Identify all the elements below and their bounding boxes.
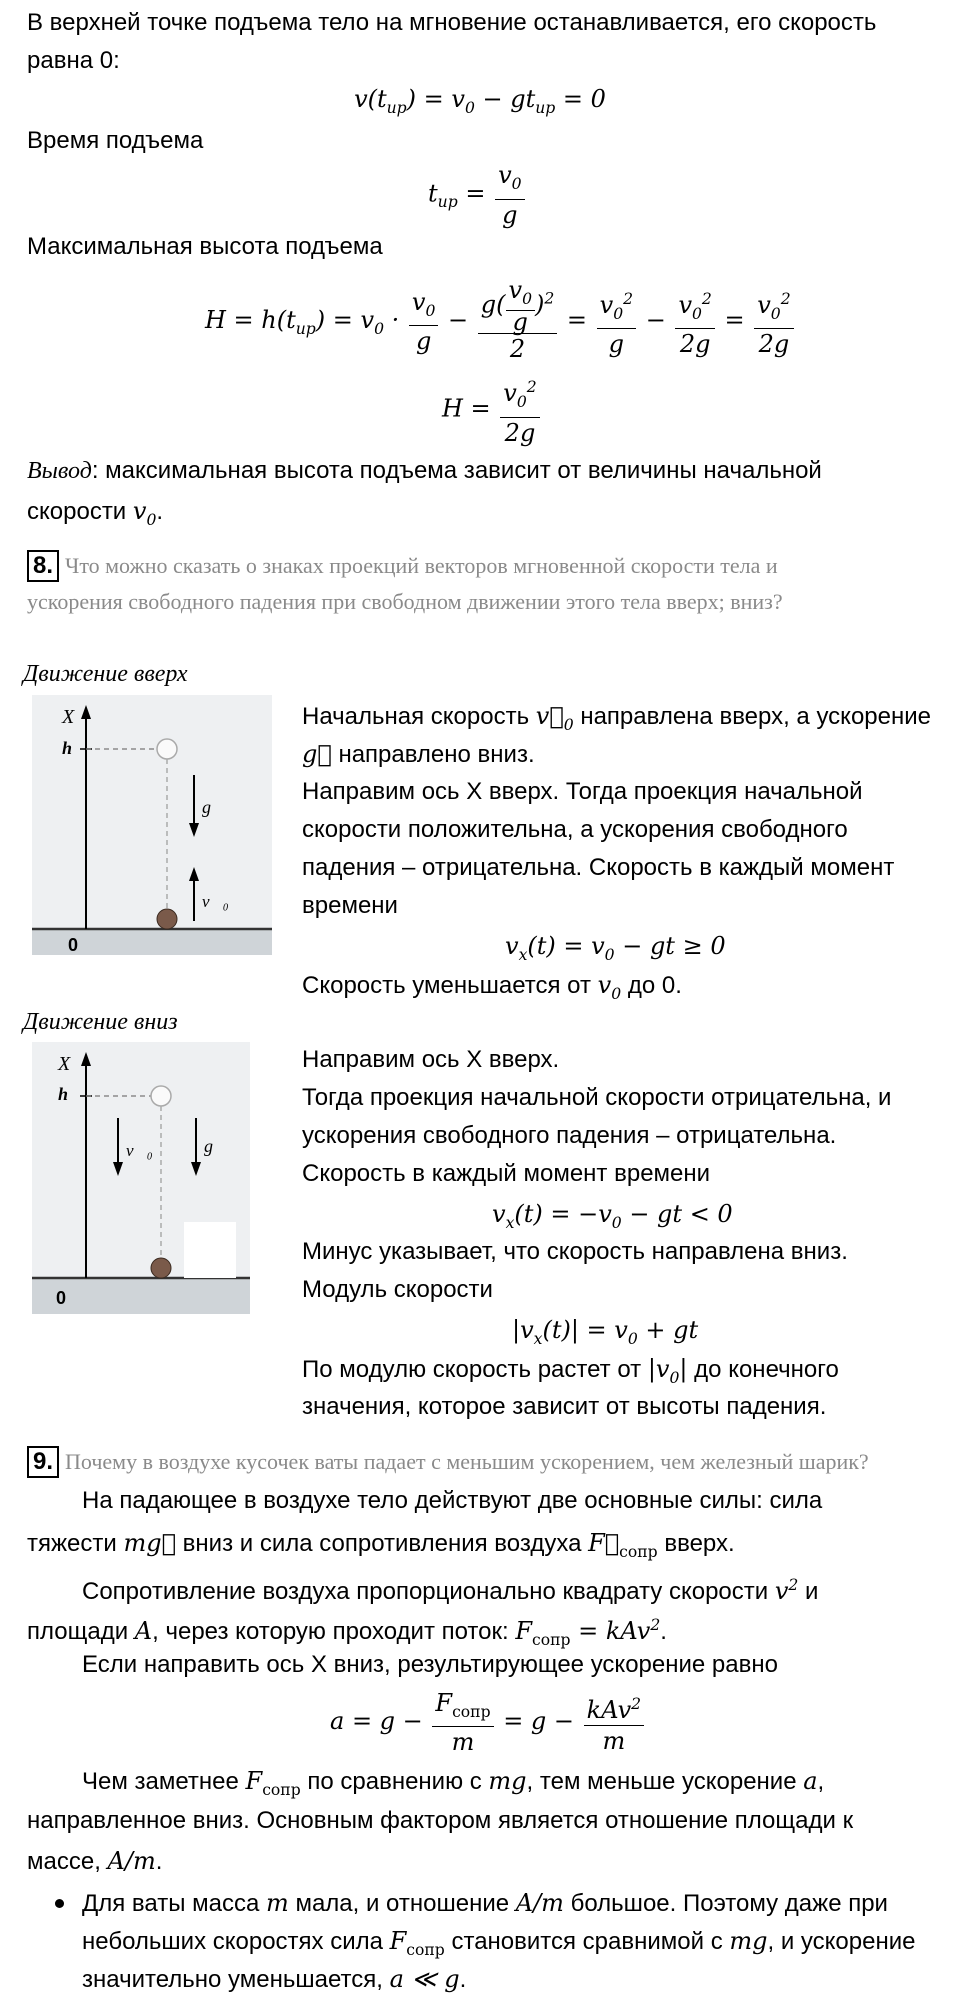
q9-p4-line-1: Чем заметнее $F_{сопр}$ по сравнению с mg, тем меньше ускорение a, <box>82 1767 825 1799</box>
axis-label-x: X <box>58 1053 71 1075</box>
v0-vector-label: v⃗₀ <box>202 892 229 911</box>
conclusion-line-1: Вывод: максимальная высота подъема зависит от величины начальной <box>27 457 822 484</box>
conclusion-line-2: скорости $v_0$. <box>27 497 164 529</box>
white-block <box>184 1222 236 1278</box>
g-vector-label: g⃗ <box>202 797 226 817</box>
max-height-label: Максимальная высота подъема <box>27 233 383 260</box>
v0-vector-label: v⃗₀ <box>126 1141 153 1160</box>
question-9: 9. Почему в воздухе кусочек ваты падает с меньшим ускорением, чем железный шарик? <box>27 1444 957 1480</box>
q9-p3: Если направить ось X вниз, результирующее ускорение равно <box>82 1651 778 1678</box>
diagram-upward-motion <box>32 695 272 955</box>
q9-p2-line-1: Сопротивление воздуха пропорционально квадрату скорости $v^2$ и <box>82 1576 819 1605</box>
equation-velocity-zero: $v(t_{up}) = v_0 - gt_{up} = 0$ <box>354 85 606 117</box>
equation-max-height: $H = h(t_{up}) = v_0$ · $\frac{v_0}{g}$ − g( $\frac{v_0}{g}$ )$^2$ 2 = $\frac{v_0^2}{g}$ − $\frac{v_0^2}{2g}$ = $\frac{v_0^2}{2g}$ <box>205 272 796 377</box>
bullet-line-2: небольших скоростях сила $F_{сопр}$ становится сравнимой с mg, и ускорение <box>82 1927 916 1959</box>
q9-p1-line-2: тяжести mg⃗ вниз и сила сопротивления воздуха $F⃗_{сопр}$ вверх. <box>27 1529 735 1561</box>
bullet-line-1: Для ваты масса m мала, и отношение A/m большое. Поэтому даже при <box>82 1889 888 1917</box>
down-grow-1: По модулю скорость растет от $|v_0|$ до конечного <box>302 1355 839 1387</box>
question-9-number: 9. <box>27 1446 59 1478</box>
up-line-6: времени <box>302 892 398 919</box>
equation-time-rise: $t_{up}$ = $\frac{v_0}{g}$ <box>428 160 527 232</box>
ball <box>157 909 177 929</box>
h-label: h <box>62 738 73 758</box>
down-heading: Движение вниз <box>23 1009 178 1035</box>
zero-label: 0 <box>68 935 79 955</box>
down-line-4: Скорость в каждый момент времени <box>302 1160 711 1187</box>
down-after-1: Минус указывает, что скорость направлена вниз. <box>302 1238 848 1265</box>
equation-acceleration: a = g − $\frac{F_{сопр}}{m}$ = g − $\frac{kAv^2}{m}$ <box>330 1684 646 1758</box>
equation-speed-modulus: $|v_x(t)| = v_0$ + gt <box>512 1316 699 1348</box>
zero-label: 0 <box>56 1288 67 1308</box>
down-grow-2: значения, которое зависит от высоты падения. <box>302 1393 827 1420</box>
equation-vx-up: $v_x(t) = v_0$ − gt ≥ 0 <box>505 932 726 964</box>
intro-line-2: равна 0: <box>27 47 120 74</box>
question-8: 8. Что можно сказать о знаках проекций векторов мгновенной скорости тела и ускорения свободного падения при свободном движении этого тела вверх; вниз? <box>27 552 783 614</box>
conclusion-word: Вывод <box>27 458 92 484</box>
q9-p4-line-2: направленное вниз. Основным фактором является отношение площади к <box>27 1807 854 1834</box>
bullet-dot <box>55 1899 64 1908</box>
diagram-background <box>32 695 272 955</box>
bullet-line-3: значительно уменьшается, a ≪ g. <box>82 1965 467 1993</box>
up-line-5: падения – отрицательна. Скорость в каждый момент <box>302 854 895 881</box>
down-after-2: Модуль скорости <box>302 1276 493 1303</box>
equation-H-result: H = $\frac{v_0^2}{2g}$ <box>442 372 542 448</box>
q9-p4-line-3: массе, A/m. <box>27 1847 163 1875</box>
ghost-ball-top <box>157 739 177 759</box>
down-line-1: Направим ось X вверх. <box>302 1046 560 1073</box>
axis-label-x: X <box>62 706 75 728</box>
q9-p2-line-2: площади A, через которую проходит поток: $F_{сопр} = kAv^2$. <box>27 1616 667 1649</box>
ghost-ball-top <box>151 1086 171 1106</box>
g-vector-label: g⃗ <box>204 1136 228 1156</box>
h-label: h <box>58 1084 69 1104</box>
up-decrease: Скорость уменьшается от $v_0$ до 0. <box>302 971 682 1003</box>
q9-p1-line-1: На падающее в воздухе тело действуют две основные силы: сила <box>82 1487 823 1514</box>
time-rise-label: Время подъема <box>27 127 204 154</box>
intro-line-1: В верхней точке подъема тело на мгновение останавливается, его скорость <box>27 9 877 36</box>
question-8-number: 8. <box>27 550 59 582</box>
ball <box>151 1258 171 1278</box>
down-line-3: ускорения свободного падения – отрицательна. <box>302 1122 837 1149</box>
up-heading: Движение вверх <box>23 661 188 687</box>
up-line-3: Направим ось X вверх. Тогда проекция начальной <box>302 778 863 805</box>
up-line-2: g⃗ направлено вниз. <box>302 740 535 768</box>
equation-vx-down: $v_x(t) = -v_0$ − gt < 0 <box>492 1200 733 1232</box>
diagram-downward-motion <box>32 1042 250 1314</box>
up-line-4: скорости положительна, а ускорения свободного <box>302 816 848 843</box>
down-line-2: Тогда проекция начальной скорости отрицательна, и <box>302 1084 892 1111</box>
up-line-1: Начальная скорость $v⃗_0$ направлена вверх, а ускорение <box>302 702 931 734</box>
